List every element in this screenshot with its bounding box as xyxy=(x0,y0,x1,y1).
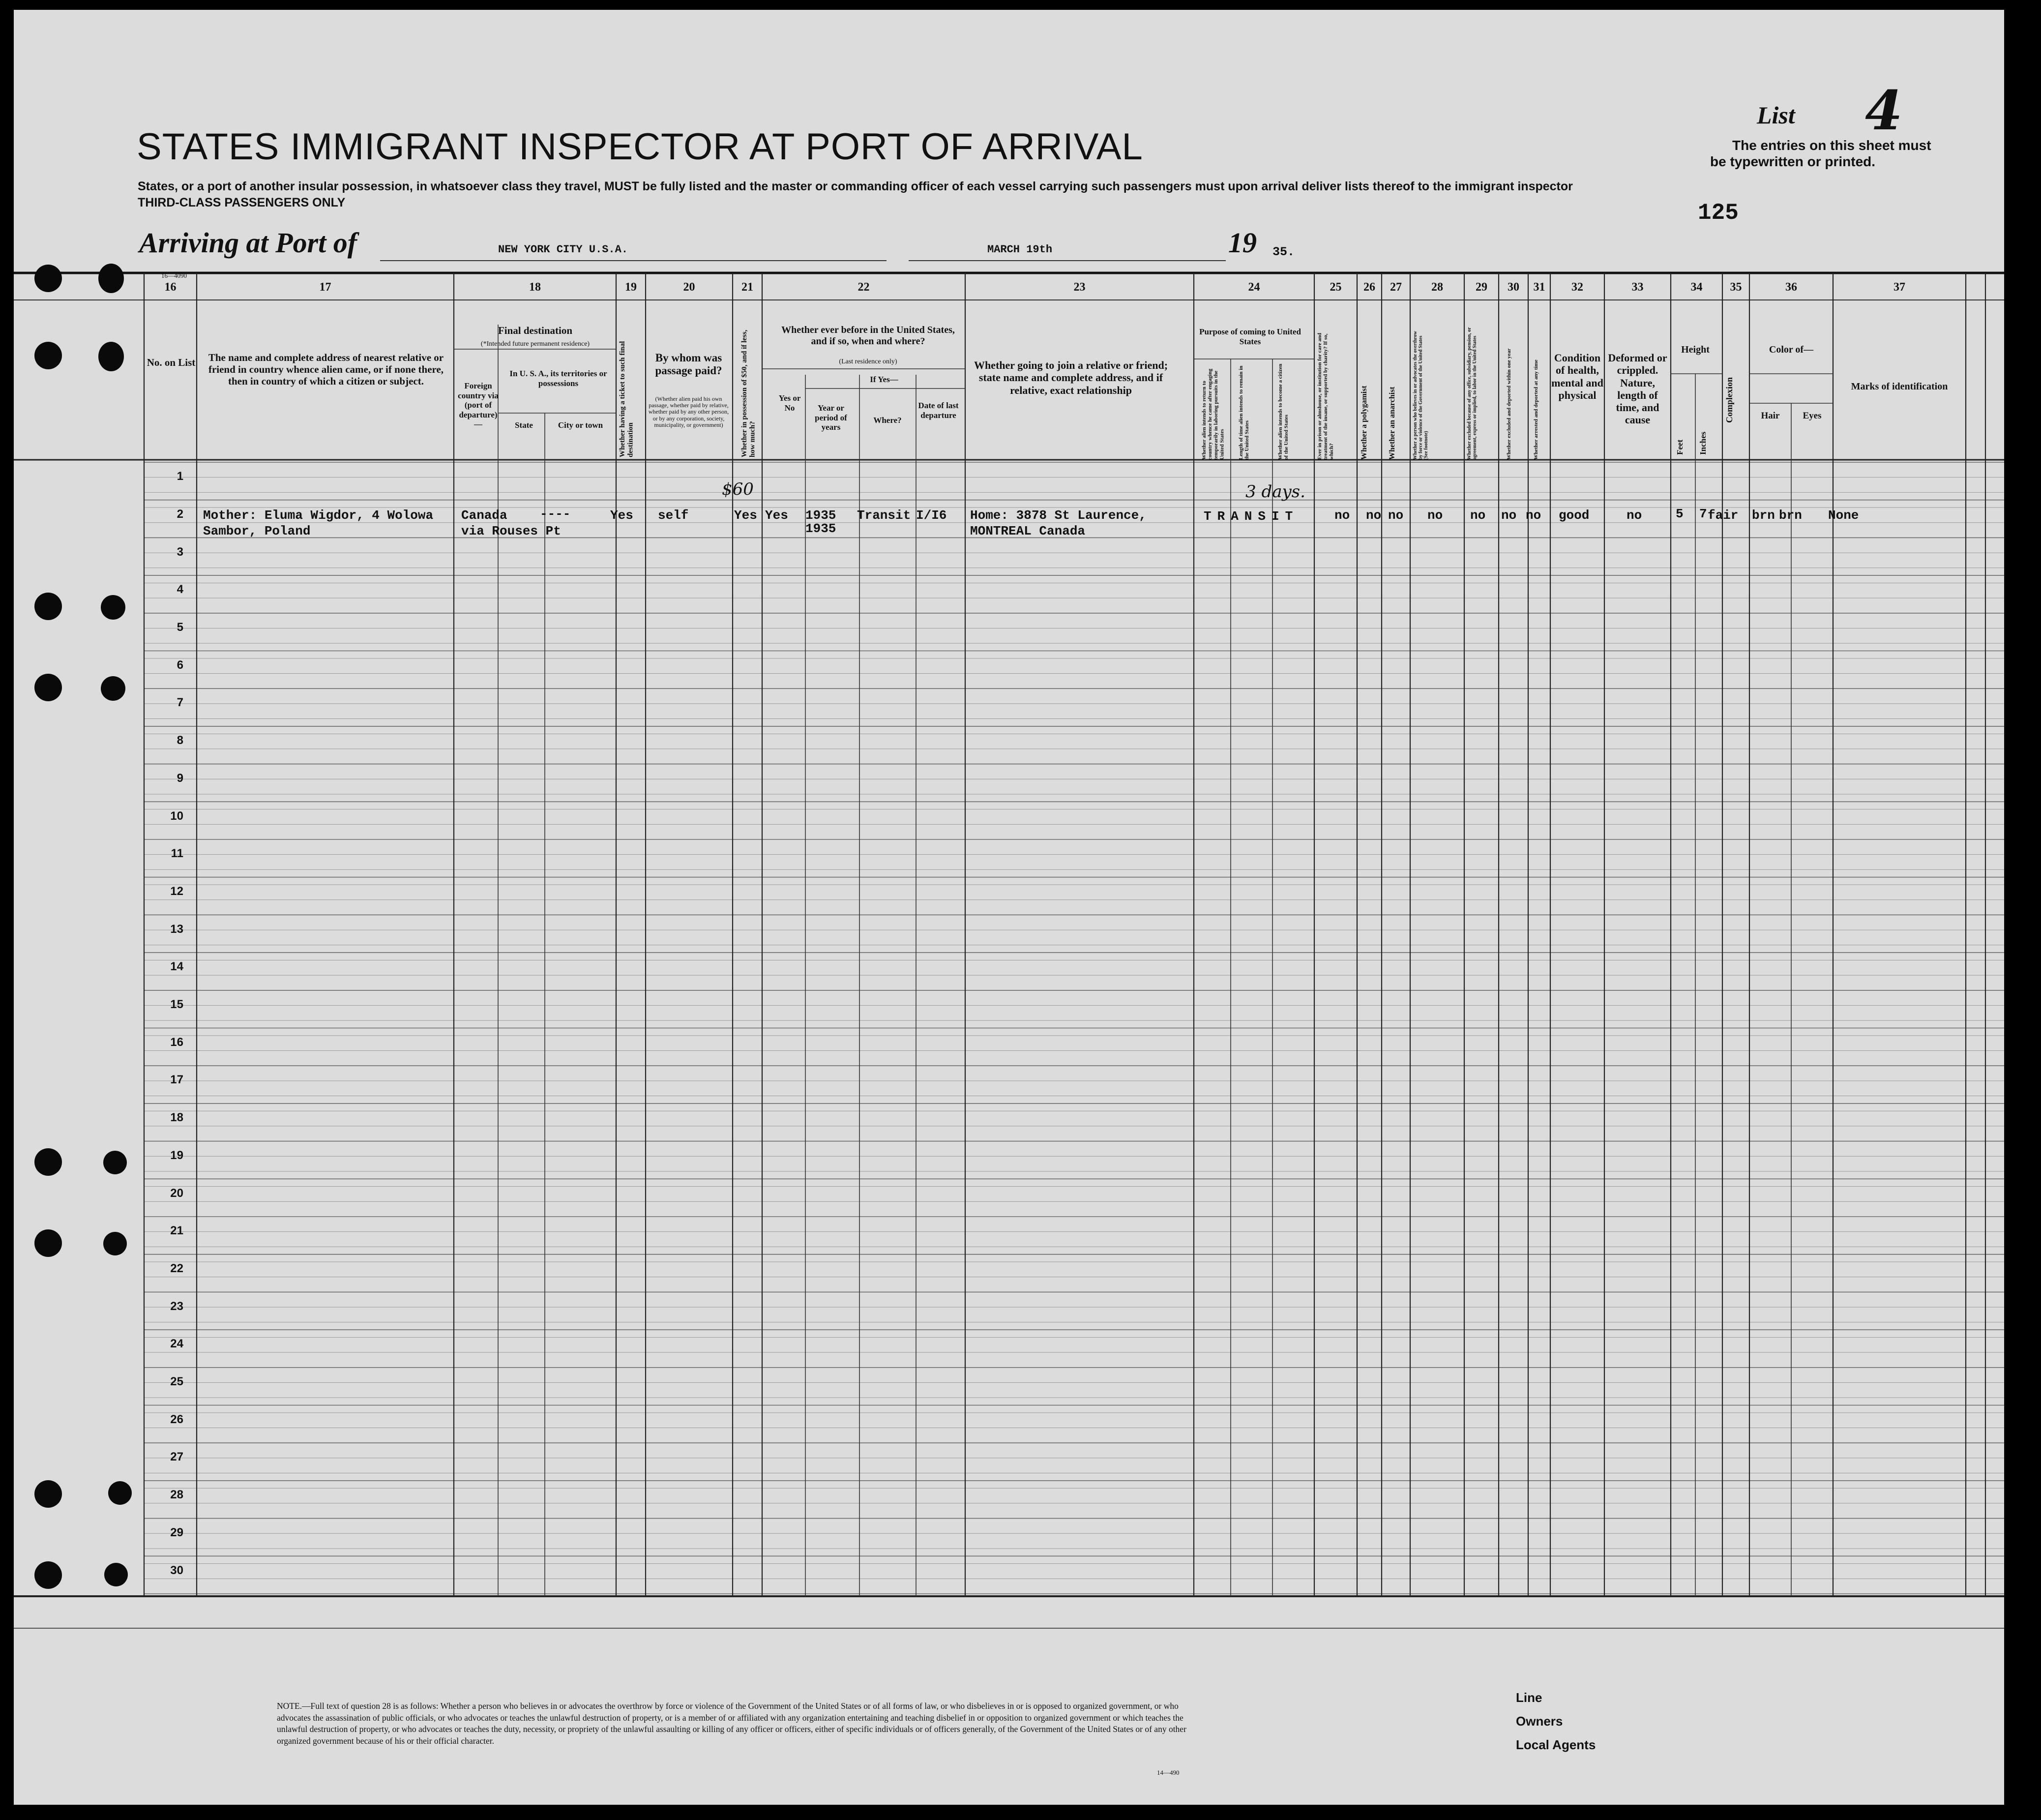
row-number: 12 xyxy=(170,884,183,898)
binder-hole xyxy=(34,1561,62,1589)
row-number: 4 xyxy=(177,583,183,597)
list-label: List xyxy=(1757,101,1795,129)
entry-polygamist: no xyxy=(1366,508,1382,523)
header-purpose: Purpose of coming to United States xyxy=(1199,327,1301,346)
entry-excluded-deported: no xyxy=(1501,508,1517,523)
page-title: STATES IMMIGRANT INSPECTOR AT PORT OF ARRIVAL xyxy=(137,126,1143,168)
entry-relative-line-2: Sambor, Poland xyxy=(203,524,311,538)
binder-hole xyxy=(101,676,125,701)
entry-join-line-1: Home: 3878 St Laurence, xyxy=(970,508,1147,523)
entry-anarchist: no xyxy=(1388,508,1404,523)
footer-owners-label: Owners xyxy=(1516,1714,1563,1729)
entry-purpose: TRANSIT xyxy=(1204,509,1299,524)
footer-line-label: Line xyxy=(1516,1690,1542,1705)
header-before-in-us: Whether ever before in the United States, and if so, when and where? xyxy=(781,325,955,347)
header-inches: Inches xyxy=(1698,431,1708,455)
header-year: Year or period of years xyxy=(815,403,847,432)
column-number: 18 xyxy=(529,281,541,294)
column-number: 27 xyxy=(1390,281,1402,294)
header-ticket: Whether having a ticket to such final destination xyxy=(619,341,635,457)
header-color: Color of— xyxy=(1769,344,1814,355)
binder-hole xyxy=(34,593,62,620)
entry-marks: None xyxy=(1828,508,1859,523)
column-number: 32 xyxy=(1571,281,1583,294)
column-number: 24 xyxy=(1248,281,1260,294)
entry-ticket: Yes xyxy=(610,508,633,523)
binder-hole xyxy=(103,1232,127,1255)
entry-excluded-office: no xyxy=(1470,508,1486,523)
entry-foreign-line-2: via Rouses Pt xyxy=(461,524,561,538)
header-final-destination: Final destination xyxy=(498,325,573,336)
header-before-note: (Last residence only) xyxy=(839,358,897,365)
footer-form-code: 14—490 xyxy=(1157,1769,1180,1776)
row-number: 1 xyxy=(177,470,183,483)
row-number: 5 xyxy=(177,621,183,634)
table-grid xyxy=(14,10,2004,1805)
row-number: 11 xyxy=(171,847,183,861)
column-number: 25 xyxy=(1330,281,1342,294)
row-number: 21 xyxy=(170,1224,183,1238)
entry-year-line-2: 1935 xyxy=(805,521,836,536)
page-number: 125 xyxy=(1698,200,1739,226)
column-number: 26 xyxy=(1363,281,1375,294)
header-passage-paid: By whom was passage paid? xyxy=(655,352,722,377)
header-money: Whether in possession of $50, and if less, how much? xyxy=(740,329,757,457)
column-number: 30 xyxy=(1508,281,1519,294)
entry-height-feet: 5 xyxy=(1676,507,1684,521)
column-number: 23 xyxy=(1073,281,1086,294)
instructions-line-2: THIRD-CLASS PASSENGERS ONLY xyxy=(138,196,346,209)
entry-before-in-us: Yes xyxy=(765,508,788,523)
row-number: 9 xyxy=(177,771,183,785)
binder-hole xyxy=(34,1480,62,1508)
year-suffix: 35. xyxy=(1272,245,1295,259)
entry-complexion: fair xyxy=(1708,508,1739,523)
row-number: 29 xyxy=(170,1525,183,1539)
manifest-sheet xyxy=(14,10,2004,1805)
date-value: MARCH 19th xyxy=(987,243,1053,256)
entry-money: Yes xyxy=(734,508,757,523)
column-number: 28 xyxy=(1431,281,1443,294)
row-number: 3 xyxy=(177,545,183,559)
header-eyes: Eyes xyxy=(1803,411,1822,421)
binder-hole xyxy=(34,265,62,292)
column-number: 29 xyxy=(1476,281,1487,294)
header-deformed: Deformed or crippled. Nature, length of time, and cause xyxy=(1608,352,1667,426)
header-prison: Ever in prison or almshouse, or institution for care and treatment of the insane, or supported by charity? If so, which? xyxy=(1317,332,1335,460)
entries-note-1: The entries on this sheet must xyxy=(1732,138,1931,153)
header-in-usa: In U. S. A., its territories or possessions xyxy=(509,369,607,388)
header-where: Where? xyxy=(873,416,902,425)
column-number: 33 xyxy=(1631,281,1644,294)
header-anarchist: Whether an anarchist xyxy=(1388,387,1396,460)
row-number: 6 xyxy=(177,658,183,672)
entry-health: good xyxy=(1559,508,1590,523)
entry-year-line-1: 1935 xyxy=(805,508,836,523)
header-date-departure: Date of last departure xyxy=(918,401,959,420)
binder-hole xyxy=(98,342,124,371)
header-excluded-deported: Whether excluded and deported within one year xyxy=(1506,348,1512,460)
entry-prison: no xyxy=(1334,508,1350,523)
row-number: 13 xyxy=(170,922,183,936)
entry-join-line-2: MONTREAL Canada xyxy=(970,524,1086,538)
row-number: 24 xyxy=(170,1337,183,1351)
row-number: 14 xyxy=(170,960,183,974)
entry-overthrow: no xyxy=(1427,508,1443,523)
header-hair: Hair xyxy=(1761,411,1780,421)
column-number: 17 xyxy=(319,281,331,294)
header-overthrow: Whether a person who believes in or advocates the overthrow by force or violence of the Government of the United States (See footnote) xyxy=(1413,331,1429,460)
binder-hole xyxy=(101,595,125,620)
column-number: 34 xyxy=(1690,281,1703,294)
column-number: 16 xyxy=(164,281,177,294)
footer-agents-label: Local Agents xyxy=(1516,1737,1596,1752)
list-number: 4 xyxy=(1865,79,1903,142)
binder-hole xyxy=(98,264,124,293)
header-health: Condition of health, mental and physical xyxy=(1551,352,1603,401)
binder-hole xyxy=(104,1563,128,1586)
header-relative: The name and complete address of nearest relative or friend in country whence alien came, or if none there, then in country of which a citizen or subject. xyxy=(208,352,444,388)
header-final-destination-note: (*Intended future permanent residence) xyxy=(480,340,590,348)
column-number: 21 xyxy=(741,281,753,294)
column-number: 19 xyxy=(625,281,637,294)
column-number: 20 xyxy=(683,281,695,294)
footnote-q28: NOTE.—Full text of question 28 is as follows: Whether a person who believes in or advocates the overthrow by force or violence of the Government of the United States or of all forms of law, or who disbelieves in or is opposed to organized government, or who advocates the assassination of public officials, or who advocates or teaches the unlawful destruction of property, or is a member of or affiliated with any organization entertaining and teaching disbelief in or opposition to organized government or which teaches the unlawful destruction of property, or who advocates or teaches the duty, necessity, or propriety of the unlawful assaulting or killing of any officer or officers, either of specific individuals or of officers generally, of the Government of the United States or of any other organized government because of his or their official character. xyxy=(277,1701,1186,1746)
entry-relative-line-1: Mother: Eluma Wigdor, 4 Wolowa xyxy=(203,508,434,523)
header-if-yes: If Yes— xyxy=(870,375,898,384)
instructions-line-1: States, or a port of another insular possession, in whatsoever class they travel, MUST be fully listed and the master or commanding officer of each vessel carrying such passengers must upon arrival deliver lists thereof to the immigrant inspector xyxy=(138,179,1573,193)
header-purpose-b: Length of time alien intends to remain in the United States xyxy=(1238,365,1250,460)
entry-height-inches: 7 xyxy=(1699,507,1707,521)
port-value: NEW YORK CITY U.S.A. xyxy=(498,243,628,256)
header-list-number: No. on List xyxy=(147,357,196,368)
binder-hole xyxy=(103,1151,127,1174)
binder-hole xyxy=(34,1148,62,1176)
row-number: 30 xyxy=(170,1563,183,1577)
row-number: 27 xyxy=(170,1450,183,1464)
header-arrested-deported: Whether arrested and deported at any time xyxy=(1533,359,1539,460)
column-number: 31 xyxy=(1533,281,1545,294)
header-city: City or town xyxy=(558,420,603,430)
column-number: 22 xyxy=(858,281,870,294)
entry-where: Transit xyxy=(857,508,911,523)
entry-hair: brn xyxy=(1752,508,1775,523)
header-purpose-c: Whether alien intends to become a citizen of the United States xyxy=(1277,363,1290,460)
header-height: Height xyxy=(1681,344,1710,355)
header-complexion: Complexion xyxy=(1724,377,1734,423)
column-number: 35 xyxy=(1730,281,1742,294)
entries-note-2: be typewritten or printed. xyxy=(1710,154,1876,169)
row-number: 25 xyxy=(170,1375,183,1389)
row-number: 17 xyxy=(170,1073,183,1087)
arriving-label: Arriving at Port of xyxy=(139,227,357,259)
entry-eyes: brn xyxy=(1779,508,1802,523)
row-number: 19 xyxy=(170,1148,183,1162)
header-foreign-country: Foreign country via (port of departure)— xyxy=(458,381,499,429)
row-number: 20 xyxy=(170,1186,183,1200)
entry-foreign-line-1: Canada xyxy=(461,508,507,523)
row-number: 15 xyxy=(170,998,183,1012)
entry-arrested-deported: no xyxy=(1526,508,1541,523)
header-purpose-a: Whether alien intends to return to country whence he came after engaging temporarily in laboring pursuits in the United States xyxy=(1201,368,1225,460)
header-polygamist: Whether a polygamist xyxy=(1360,386,1368,460)
header-feet: Feet xyxy=(1675,439,1685,455)
header-passage-note: (Whether alien paid his own passage, whether paid by relative, whether paid by any other person, or by any corporation, society, municipality, or government) xyxy=(648,395,729,428)
row-number: 23 xyxy=(170,1299,183,1313)
binder-hole xyxy=(34,674,62,701)
form-code-top: 16—4090 xyxy=(161,272,187,279)
entry-money-handwritten: $60 xyxy=(722,479,754,499)
binder-hole xyxy=(108,1481,132,1505)
header-yes-no: Yes or No xyxy=(778,393,801,413)
row-number: 28 xyxy=(170,1488,183,1502)
row-number: 8 xyxy=(177,734,183,747)
entry-purpose-handwritten: 3 days. xyxy=(1245,482,1305,502)
header-marks: Marks of identification xyxy=(1851,381,1948,392)
row-number: 26 xyxy=(170,1412,183,1426)
entry-state: ---- xyxy=(540,507,571,521)
column-number: 37 xyxy=(1893,281,1905,294)
header-excluded-office: Whether excluded because of any office, subsidiary, pension, or agreement, express or implied, to labor in the United States xyxy=(1467,327,1478,460)
binder-hole xyxy=(34,342,62,369)
entry-passage-paid: self xyxy=(658,508,689,523)
header-join-relative: Whether going to join a relative or friend; state name and complete address, and if relative, exact relationship xyxy=(974,359,1168,396)
row-number: 18 xyxy=(170,1111,183,1125)
entry-date-departure: I/I6 xyxy=(916,508,947,523)
row-number: 10 xyxy=(170,809,183,823)
column-number: 36 xyxy=(1785,281,1797,294)
row-number: 22 xyxy=(170,1261,183,1275)
row-number: 2 xyxy=(177,507,183,521)
row-number: 7 xyxy=(177,696,183,710)
binder-hole xyxy=(34,1229,62,1257)
year-prefix: 19 xyxy=(1228,227,1257,259)
entry-deformed: no xyxy=(1627,508,1642,523)
row-number: 16 xyxy=(170,1035,183,1049)
header-state: State xyxy=(515,420,533,430)
